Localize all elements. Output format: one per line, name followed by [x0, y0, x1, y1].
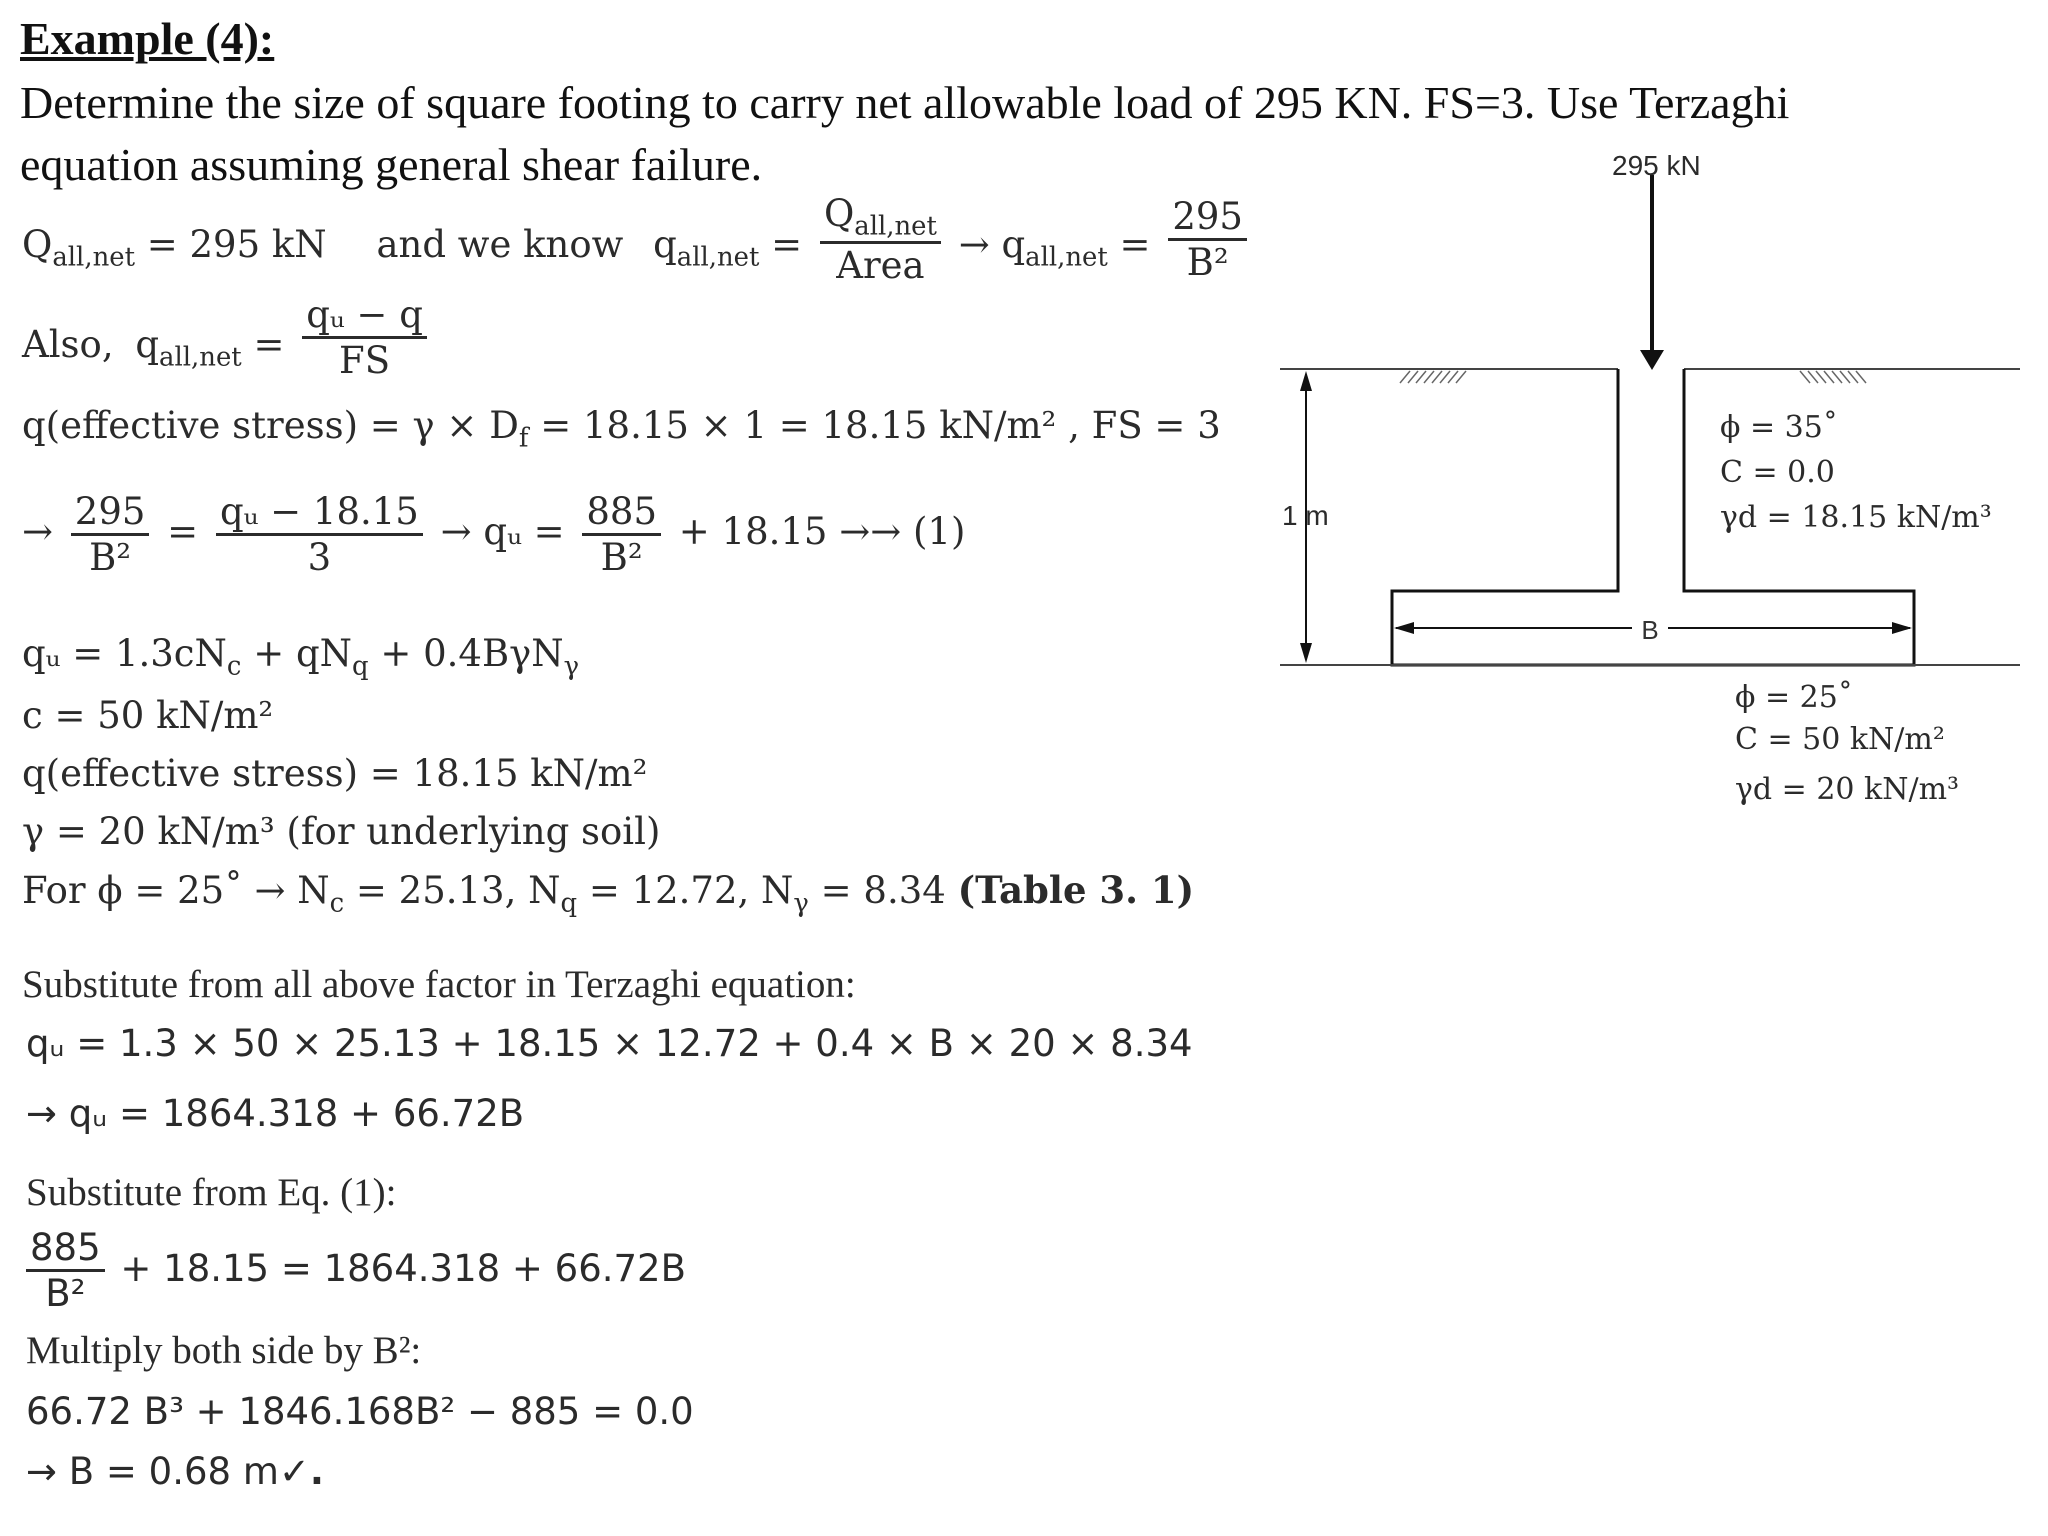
width-label: B [1641, 615, 1659, 645]
eq-line-net-load: $Q_{all,net} = 295$ kN and we know $q_{all,net}$ = $\frac{Q_{all,net}}{\text{Area}}$ → $q_{all,net}$ = $\frac{295}{\text{B²}}$ [22, 200, 1253, 295]
load-arrow-head [1640, 350, 1664, 370]
ground-hatch-left [1400, 371, 1466, 383]
problem-statement-line2: equation assuming general shear failure. [20, 139, 763, 190]
eq-line-bearing-factors: For ϕ = 25˚ → $N_c = 25.13$, $N_q = 12.72$, $N_\gamma = 8.34$ (Table 3. 1) [22, 868, 1195, 919]
ground-hatch-right [1800, 371, 1866, 383]
check-mark-icon: ✓. [278, 1450, 324, 1493]
substitute-heading: Substitute from all above factor in Terzaghi equation: [22, 963, 856, 1006]
eq-line-cohesion: c = 50 kN/m² [22, 694, 274, 737]
eq-line-gamma: γ = 20 kN/m³ (for underlying soil) [22, 810, 661, 853]
lower-soil-phi: ϕ = 25˚ [1735, 680, 1853, 715]
eq-line-effective-stress: q(effective stress) = $\gamma \times D_f = 18.15 \times 1 = 18.15$ kN/m² , FS = 3 [22, 404, 1221, 454]
eq-line-substitution: $\frac{885}{\text{B²}}$ + 18.15 = 1864.318 + 66.72B [26, 1226, 686, 1315]
example-title: Example (4): [20, 13, 275, 64]
eq-line-qu-substituted: qᵤ = 1.3 × 50 × 25.13 + 18.15 × 12.72 + 0.4 × B × 20 × 8.34 [26, 1022, 1193, 1065]
upper-soil-gamma: γd = 18.15 kN/m³ [1720, 500, 1992, 535]
eq-line-equation-1: → $\frac{295}{\text{B²}}$ = $\frac{\text{qᵤ − 18.15}}{3}$ → qᵤ = $\frac{885}{\text{B²}}$ + 18.15 →→ (1) [22, 490, 966, 579]
lower-soil-c: C = 50 kN/m² [1735, 722, 1945, 757]
eq-line-answer: → B = 0.68 m✓. [26, 1450, 324, 1493]
multiply-heading: Multiply both side by B²: [26, 1329, 422, 1372]
depth-label: 1 m [1282, 500, 1329, 531]
problem-statement-line1: Determine the size of square footing to carry net allowable load of 295 KN. FS=3. Use Terzaghi [20, 77, 1790, 128]
upper-soil-phi: ϕ = 35˚ [1720, 410, 1838, 445]
lower-soil-gamma: γd = 20 kN/m³ [1735, 772, 1960, 807]
load-label: 295 kN [1612, 150, 1701, 181]
eq-line-q-effective: q(effective stress) = 18.15 kN/m² [22, 752, 648, 795]
eq-line-cubic: 66.72 B³ + 1846.168B² − 885 = 0.0 [26, 1390, 694, 1433]
eq-line-qall: Also, $q_{all,net}$ = $\frac{\text{qᵤ − q}}{FS}$ [22, 303, 433, 392]
eq-line-terzaghi: qᵤ = $1.3cN_c + qN_q + 0.4B\gamma N_\gamma$ [22, 632, 580, 682]
eq-line-qu-result: → qᵤ = 1864.318 + 66.72B [26, 1092, 525, 1135]
upper-soil-c: C = 0.0 [1720, 455, 1835, 490]
substitute-eq1-heading: Substitute from Eq. (1): [26, 1171, 397, 1214]
